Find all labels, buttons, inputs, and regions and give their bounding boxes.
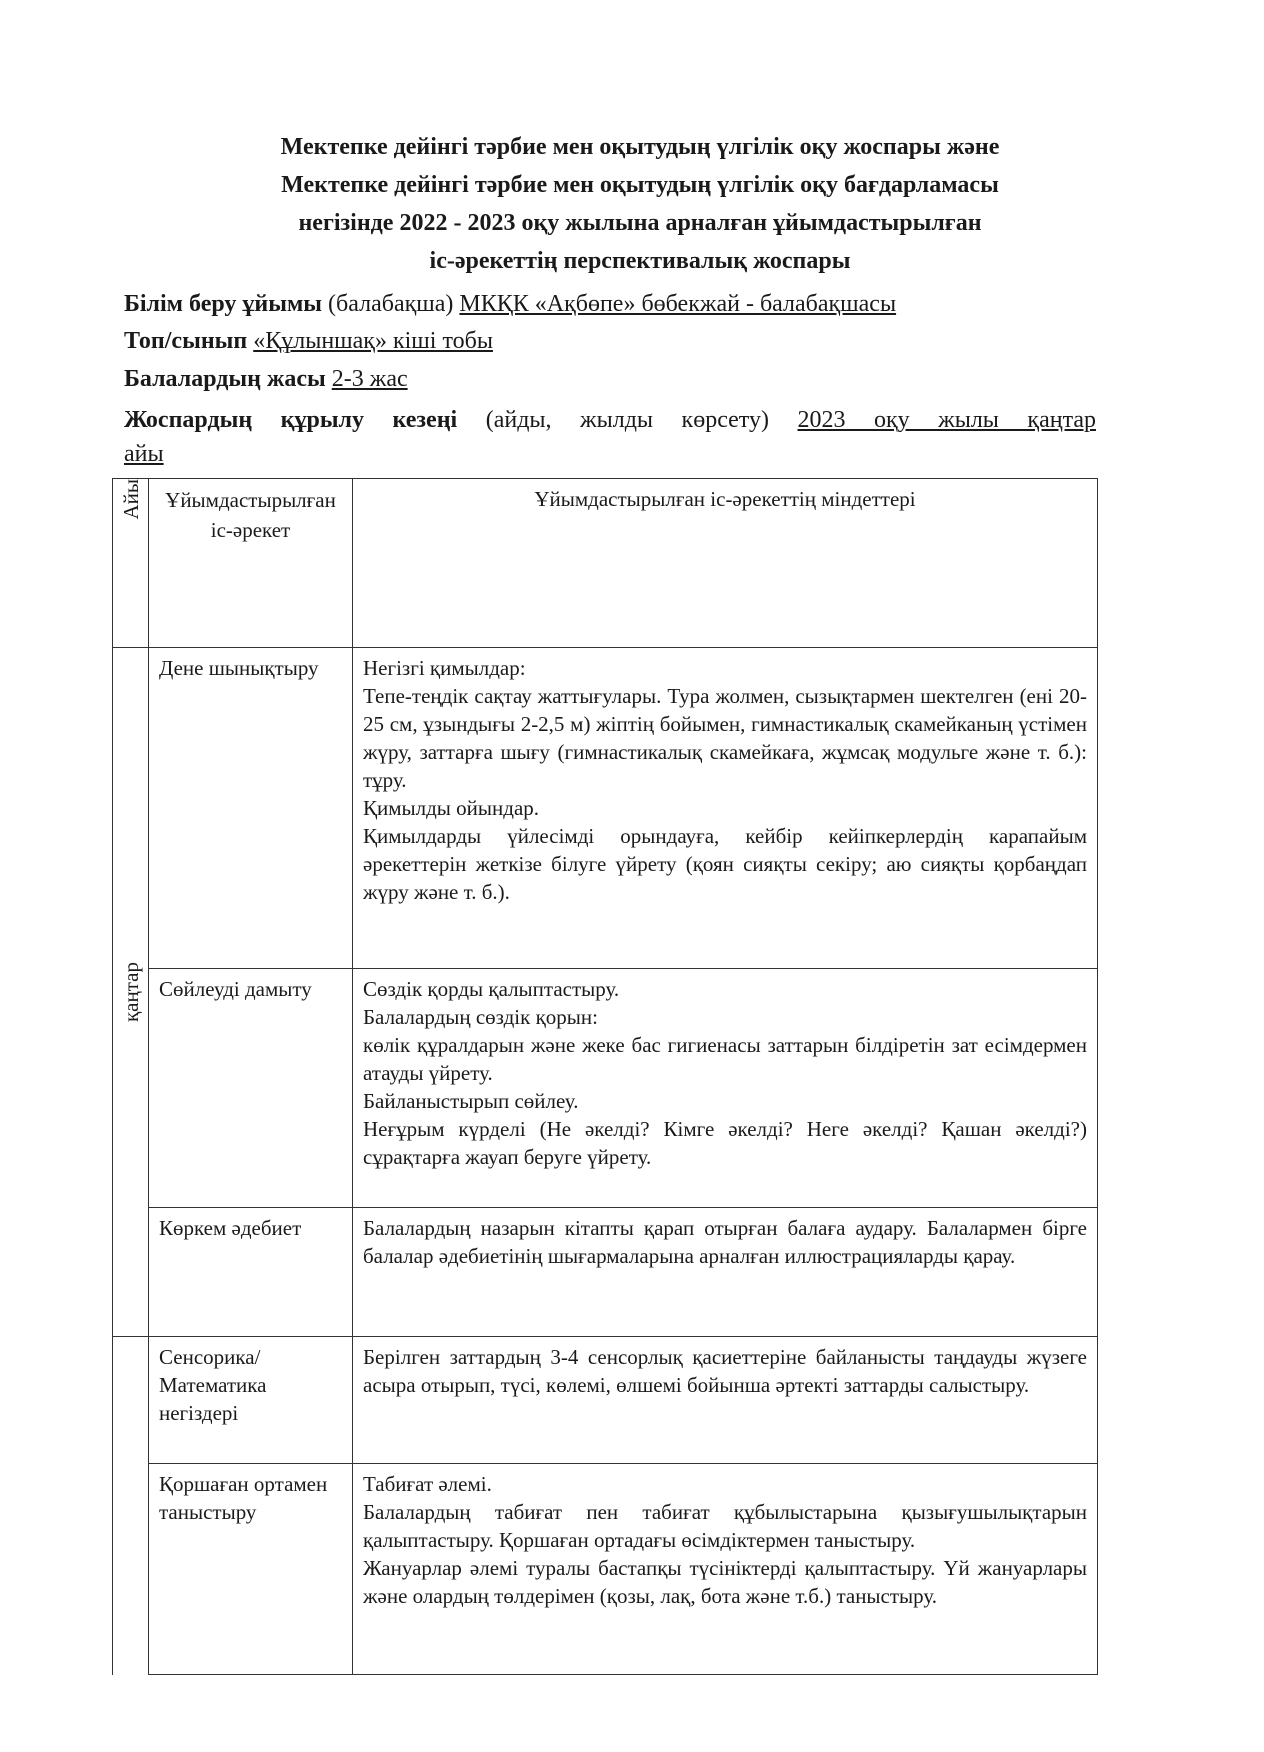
task-line: көлік құралдарын және жеке бас гигиенасы заттарын білдіретін зат есімдермен атауды үйрету. (363, 1033, 1087, 1085)
task-line: Қимылдарды үйлесімді орындауға, кейбір кейіпкерлердің карапайым әрекеттерін жеткізе білуге үйрету (қоян сияқты секіру; аю сияқты қорбаңдап жүру және т. б.). (363, 824, 1087, 904)
activity-cell: Қоршаған ортамен таныстыру (149, 1464, 353, 1675)
task-line: Тепе-теңдік сақтау жаттығулары. Тура жолмен, сызықтармен шектелген (ені 20-25 см, ұзындығы 2-2,5 м) жіптің бойымен, гимнастикалық скамейканың үстімен жүру, заттарға шығу (гимнастикалық скамейкаға, жұмсақ модульге және т. б.): тұру. (363, 684, 1087, 792)
task-line: Жануарлар әлемі туралы бастапқы түсініктерді қалыптастыру. Үй жануарлары және олардың төлдерімен (қозы, лақ, бота және т.б.) таныстыру. (363, 1556, 1087, 1608)
tasks-cell (353, 648, 1098, 969)
month-cell (113, 648, 149, 1337)
task-line: Неғұрым күрделі (Не әкелді? Кімге әкелді? Неге әкелді? Қашан әкелді?) сұрақтарға жауап беруге үйрету. (363, 1117, 1087, 1169)
title-line-1: Мектепке дейінгі тәрбие мен оқытудың үлгілік оқу жоспары және (280, 134, 1000, 160)
month-label: қаңтар (118, 961, 143, 1023)
activity-cell: Сөйлеуді дамыту (149, 969, 353, 1208)
title-line-2: Мектепке дейінгі тәрбие мен оқытудың үлгілік оқу бағдарламасы (281, 172, 999, 198)
title-line-3: негізінде 2022 - 2023 оқу жылына арналған ұйымдастырылған (298, 210, 982, 236)
period-value: 2023 оқу жылы қаңтар (797, 407, 1097, 433)
task-line: Балалардың назарын кітапты қарап отырған балаға аудару. Балалармен бірге балалар әдебиетінің шығармаларына арналған иллюстрацияларды қарау. (363, 1216, 1087, 1268)
task-line: Табиғат әлемі. (363, 1472, 492, 1496)
table-row (113, 1464, 1098, 1675)
header-month-label: Айы (118, 479, 143, 520)
period-label: Жоспардың құрылу кезеңі (124, 407, 458, 433)
table-row (113, 648, 1098, 969)
header-month (113, 479, 149, 648)
period-hint: (айды, жылды көрсету) (485, 407, 769, 433)
plan-table (112, 478, 1098, 1675)
tasks-cell (353, 1464, 1098, 1675)
task-line: Берілген заттардың 3-4 сенсорлық қасиеттеріне байланысты таңдауды жүзеге асыра отырып, түсі, көлемі, өлшемі бойынша әртекті заттарды салыстыру. (363, 1345, 1087, 1397)
org-label: Білім беру ұйымы (124, 291, 323, 317)
group-value: «Құлыншақ» кіші тобы (253, 328, 493, 354)
table-header-row (113, 479, 1098, 648)
table-row (113, 969, 1098, 1208)
age-label: Балалардың жасы (124, 366, 326, 392)
table-row (113, 1337, 1098, 1464)
age-line (124, 362, 1096, 396)
tasks-cell (353, 1337, 1098, 1464)
period-line-cont (124, 437, 1096, 471)
group-label: Топ/сынып (124, 328, 248, 354)
table-row (113, 1208, 1098, 1337)
period-value-cont: айы (124, 441, 164, 467)
task-line: Балалардың табиғат пен табиғат құбылыстарына қызығушылықтарын қалыптастыру. Қоршаған ортадағы өсімдіктермен таныстыру. (363, 1500, 1087, 1552)
tasks-cell (353, 969, 1098, 1208)
task-line: Байланыстырып сөйлеу. (363, 1089, 579, 1113)
header-tasks: Ұйымдастырылған іс-әрекеттің міндеттері (353, 479, 1098, 648)
group-line (124, 324, 1096, 358)
period-line (124, 403, 1096, 437)
task-line: Сөздік қорды қалыптастыру. (363, 977, 620, 1001)
title-line-4: іс-әрекеттің перспективалық жоспары (429, 248, 851, 274)
org-hint: (балабақша) (328, 291, 454, 317)
age-value: 2-3 жас (331, 366, 408, 392)
task-line: Балалардың сөздік қорын: (363, 1005, 598, 1029)
activity-cell: Дене шынықтыру (149, 648, 353, 969)
task-line: Негізгі қимылдар: (363, 656, 526, 680)
task-line: Қимылды ойындар. (363, 796, 540, 820)
activity-cell: Көркем әдебиет (149, 1208, 353, 1337)
org-line (124, 287, 1096, 321)
month-cell-empty (113, 1337, 149, 1675)
activity-cell: Сенсорика/ Математика негіздері (149, 1337, 353, 1464)
document-title (140, 128, 1140, 280)
header-activity: Ұйымдастырылған іс-әрекет (149, 479, 353, 648)
tasks-cell (353, 1208, 1098, 1337)
org-value: МКҚК «Ақбөпе» бөбекжай - балабақшасы (459, 291, 897, 317)
